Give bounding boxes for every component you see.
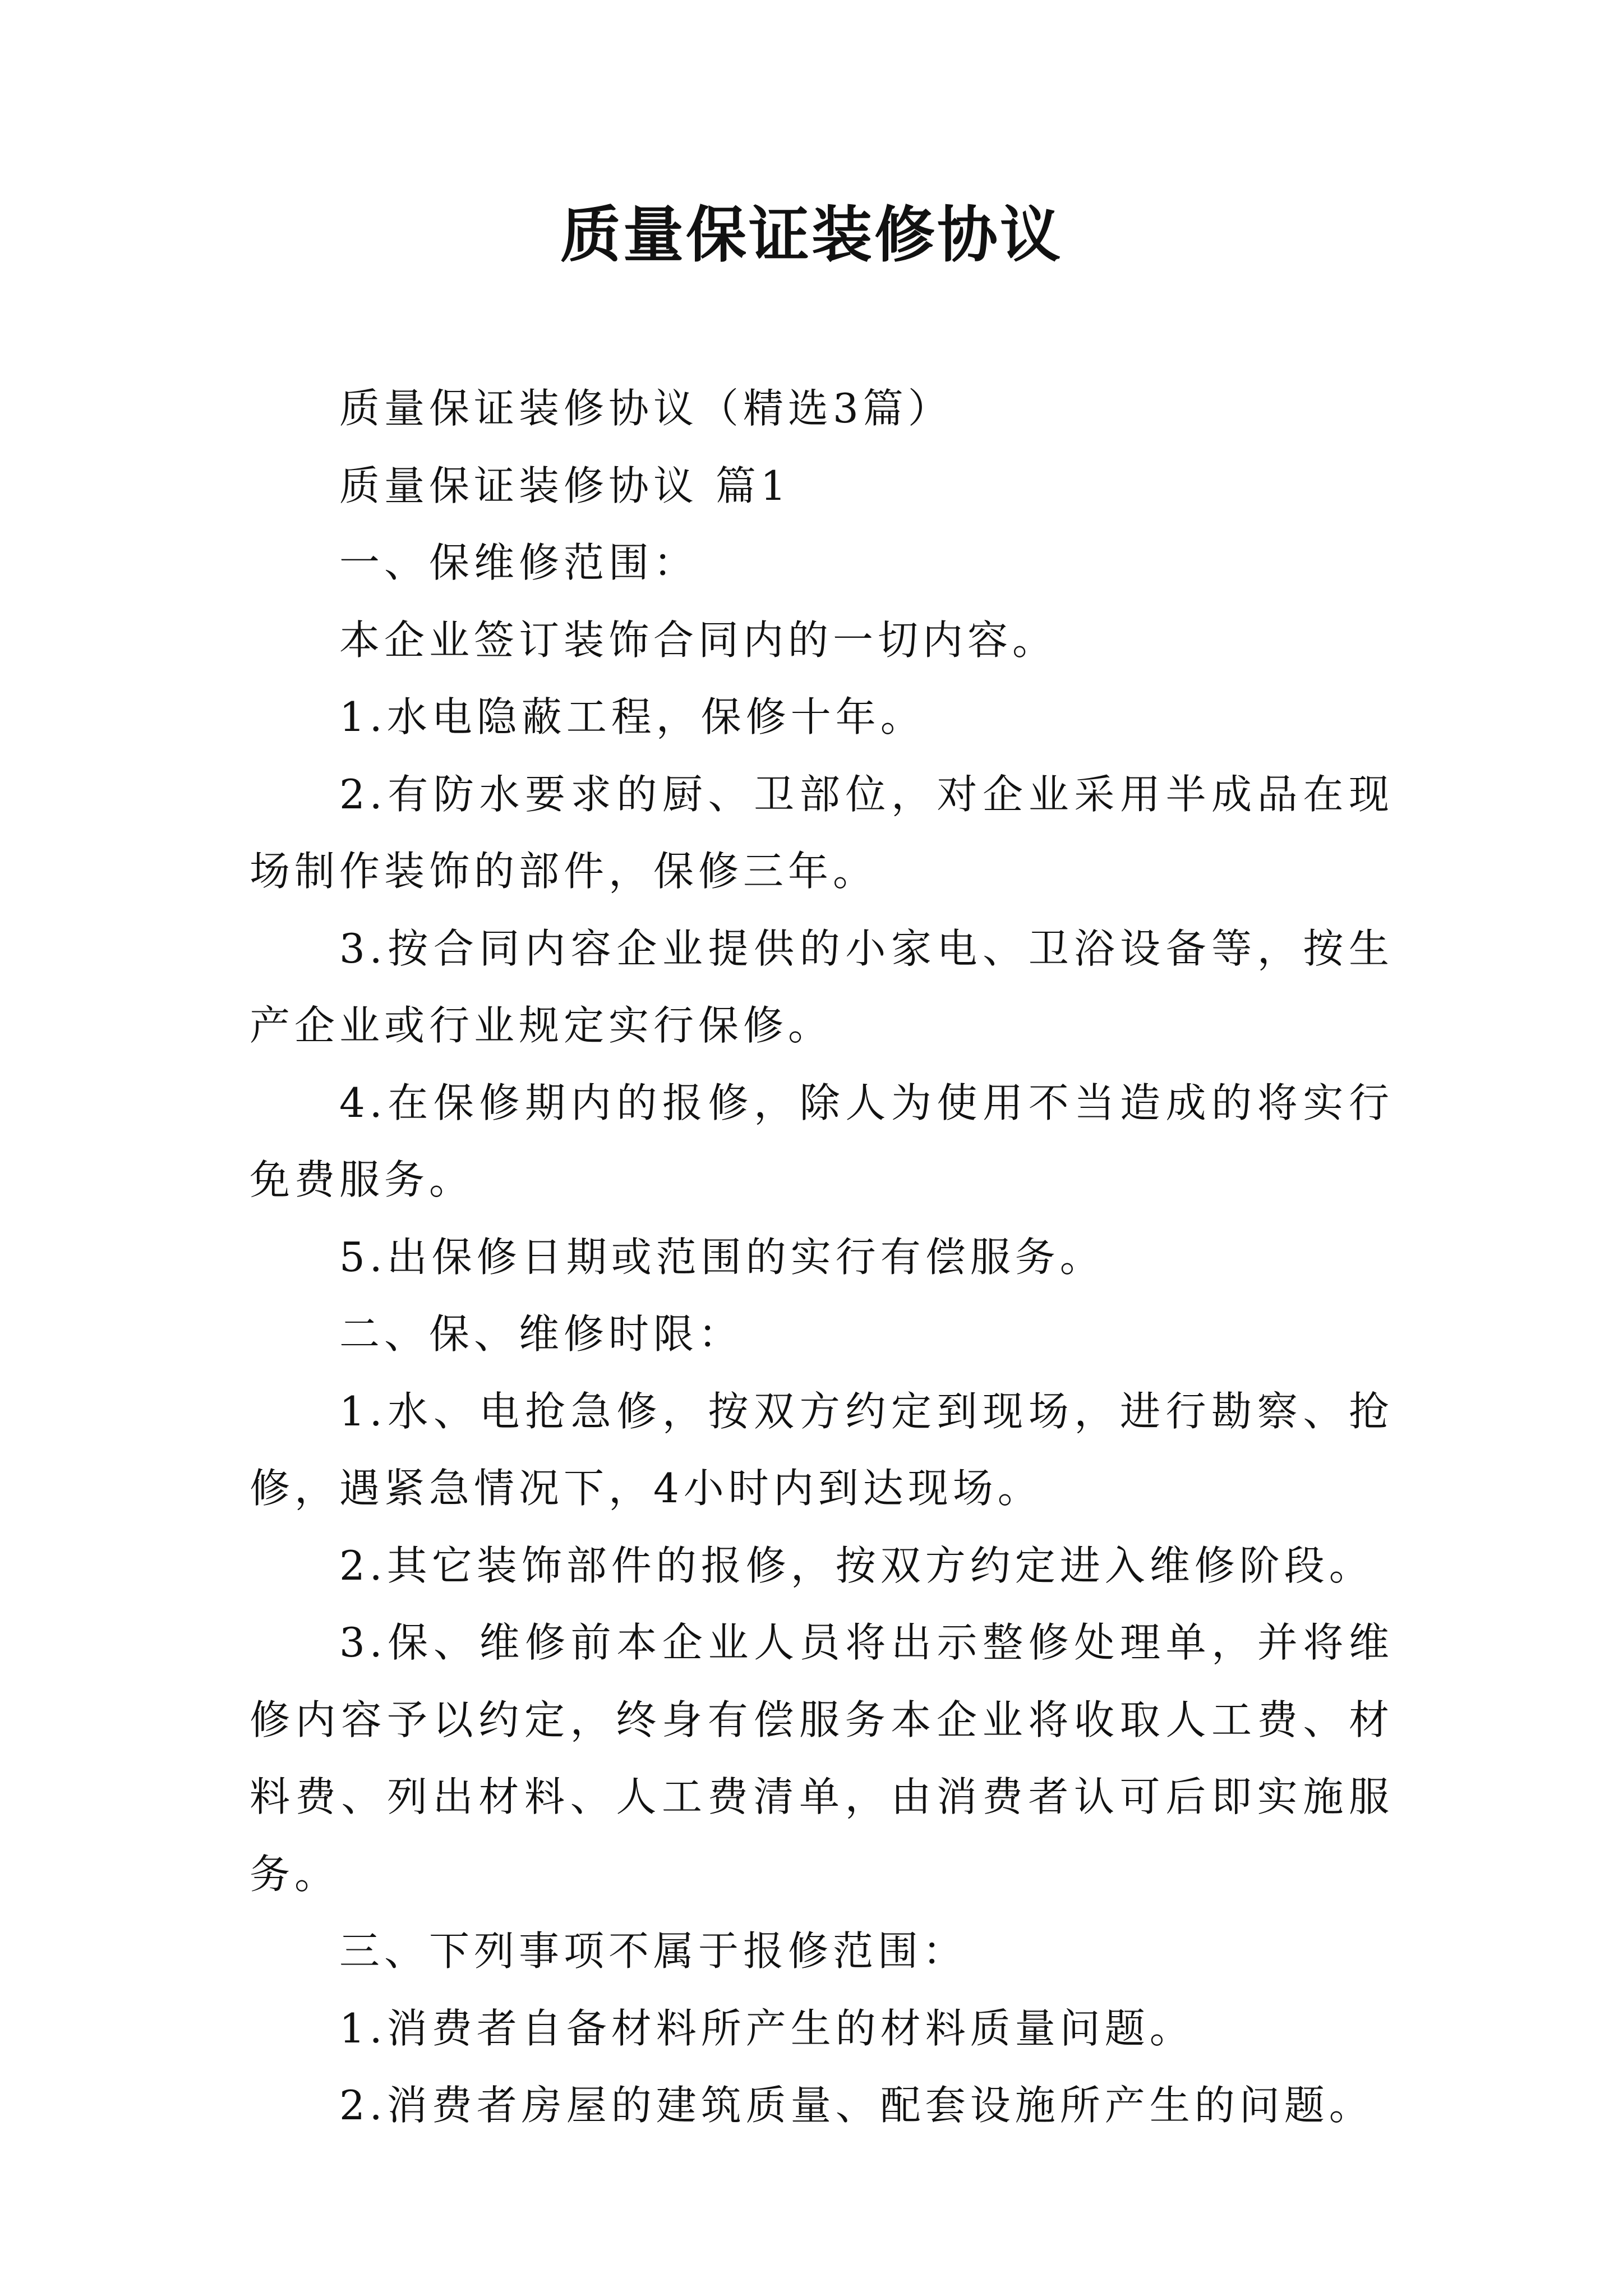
paragraph-heading-scope: 一、保维修范围：	[339, 539, 699, 586]
paragraph: 3.按合同内容企业提供的小家电、卫浴设备等，按生产企业或行业规定实行保修。	[250, 924, 1394, 1049]
paragraph: 1.消费者自备材料所产生的材料质量问题。	[339, 2004, 1195, 2052]
paragraph-subtitle: 质量保证装修协议（精选3篇）	[339, 385, 953, 432]
paragraph: 2.有防水要求的厨、卫部位，对企业采用半成品在现场制作装饰的部件，保修三年。	[250, 770, 1394, 895]
paragraph: 1.水电隐蔽工程，保修十年。	[339, 693, 925, 740]
paragraph-heading-exclusions: 三、下列事项不属于报修范围：	[339, 1927, 968, 1975]
paragraph: 5.出保修日期或范围的实行有偿服务。	[339, 1233, 1105, 1281]
paragraph-heading-time-limit: 二、保、维修时限：	[339, 1310, 744, 1358]
paragraph: 本企业签订装饰合同内的一切内容。	[339, 616, 1058, 664]
document-title: 质量保证装修协议	[560, 200, 1063, 270]
paragraph: 4.在保修期内的报修，除人为使用不当造成的将实行免费服务。	[250, 1079, 1394, 1203]
paragraph: 2.其它装饰部件的报修，按双方约定进入维修阶段。	[339, 1542, 1374, 1589]
document-body	[250, 370, 1394, 2145]
paragraph: 2.消费者房屋的建筑质量、配套设施所产生的问题。	[339, 2082, 1374, 2129]
paragraph-section-heading: 质量保证装修协议 篇1	[339, 462, 791, 509]
paragraph: 3.保、维修前本企业人员将出示整修处理单，并将维修内容予以约定，终身有偿服务本企业将收取人工费、材料费、列出材料、人工费清单，由消费者认可后即实施服务。	[250, 1619, 1394, 1898]
paragraph: 1.水、电抢急修，按双方约定到现场，进行勘察、抢修，遇紧急情况下，4小时内到达现场。	[250, 1387, 1394, 1512]
